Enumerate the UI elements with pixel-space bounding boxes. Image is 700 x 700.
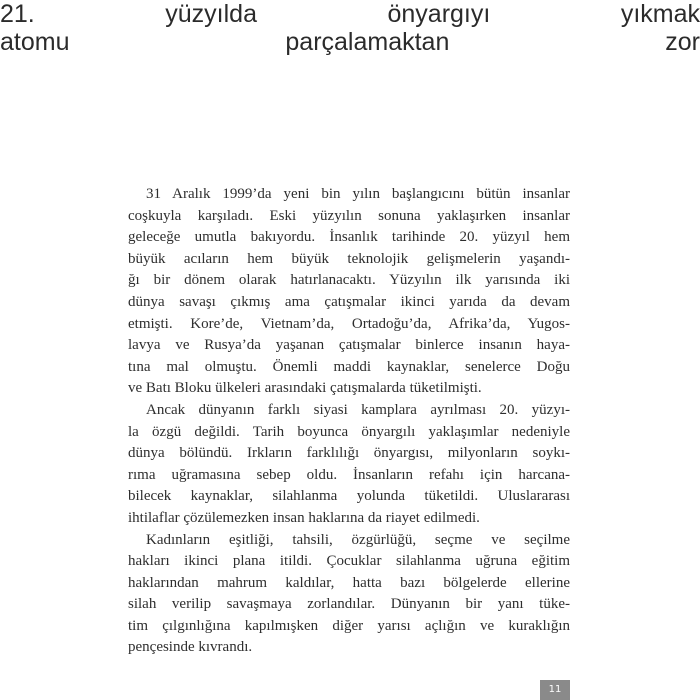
text-line: tim çılgınlığına kapılmışken diğer yarısı açlığın ve kuraklığın <box>128 617 570 634</box>
text-line: coşkuyla karşıladı. Eski yüzyılın sonuna yaklaşırken insanlar <box>128 207 570 224</box>
text-line: büyük acıların hem büyük teknolojik gelişmelerin yaşandı- <box>128 250 570 267</box>
chapter-title-line: 21. yüzyılda önyargıyı yıkmak <box>0 0 700 28</box>
page-number: 11 <box>540 680 570 700</box>
text-line: 31 Aralık 1999’da yeni bin yılın başlangıcını bütün insanlar <box>146 186 570 202</box>
text-line: Kadınların eşitliği, tahsili, özgürlüğü, seçme ve seçilme <box>146 531 570 548</box>
text-line: silah verilip savaşmaya zorlandılar. Dünyanın bir yanı tüke- <box>128 596 570 613</box>
text-line: etmişti. Kore’de, Vietnam’da, Ortadoğu’da, Afrika’da, Yugos- <box>128 315 570 332</box>
text-line: geleceğe umutla bakıyordu. İnsanlık tarihinde 20. yüzyıl hem <box>128 229 570 246</box>
text-line: ve Batı Bloku ülkeleri arasındaki çatışmalarda tüketilmişti. <box>128 380 482 397</box>
chapter-title <box>0 0 700 56</box>
text-line: pençesinde kıvrandı. <box>128 639 253 656</box>
text-line: dünya bölündü. Irkların farklılığı önyargısı, milyonların soykı- <box>128 445 570 462</box>
text-line: ğı bir dönem olarak hatırlanacaktı. Yüzyılın ilk yarısında iki <box>128 272 570 289</box>
body-text <box>128 184 570 659</box>
text-line: rıma uğramasına sebep oldu. İnsanların refahı için harcana- <box>128 466 570 483</box>
text-line: lavya ve Rusya’da yaşanan çatışmalar binlerce insanın haya- <box>128 337 570 354</box>
text-line: bilecek kaynaklar, silahlanma yolunda tüketildi. Uluslararası <box>128 488 570 505</box>
text-line: la özgü değildi. Tarih boyunca önyargılı yaklaşımlar nedeniyle <box>128 423 570 440</box>
text-line: tına mal olmuştu. Önemli maddi kaynaklar, senelerce Doğu <box>128 358 570 375</box>
chapter-title-line: atomu parçalamaktan zor <box>0 28 700 56</box>
text-line: Ancak dünyanın farklı siyasi kamplara ayrılması 20. yüzyı- <box>146 401 570 418</box>
text-line: hakları ikinci plana itildi. Çocuklar silahlanma uğruna eğitim <box>128 553 570 570</box>
text-line: haklarından mahrum kaldılar, hatta bazı bölgelerde ellerine <box>128 574 570 591</box>
text-line: dünya savaşı çıkmış ama çatışmalar ikinci yarıda da devam <box>128 293 570 310</box>
text-line: ihtilaflar çözülemezken insan haklarına da riayet edilmedi. <box>128 509 480 526</box>
